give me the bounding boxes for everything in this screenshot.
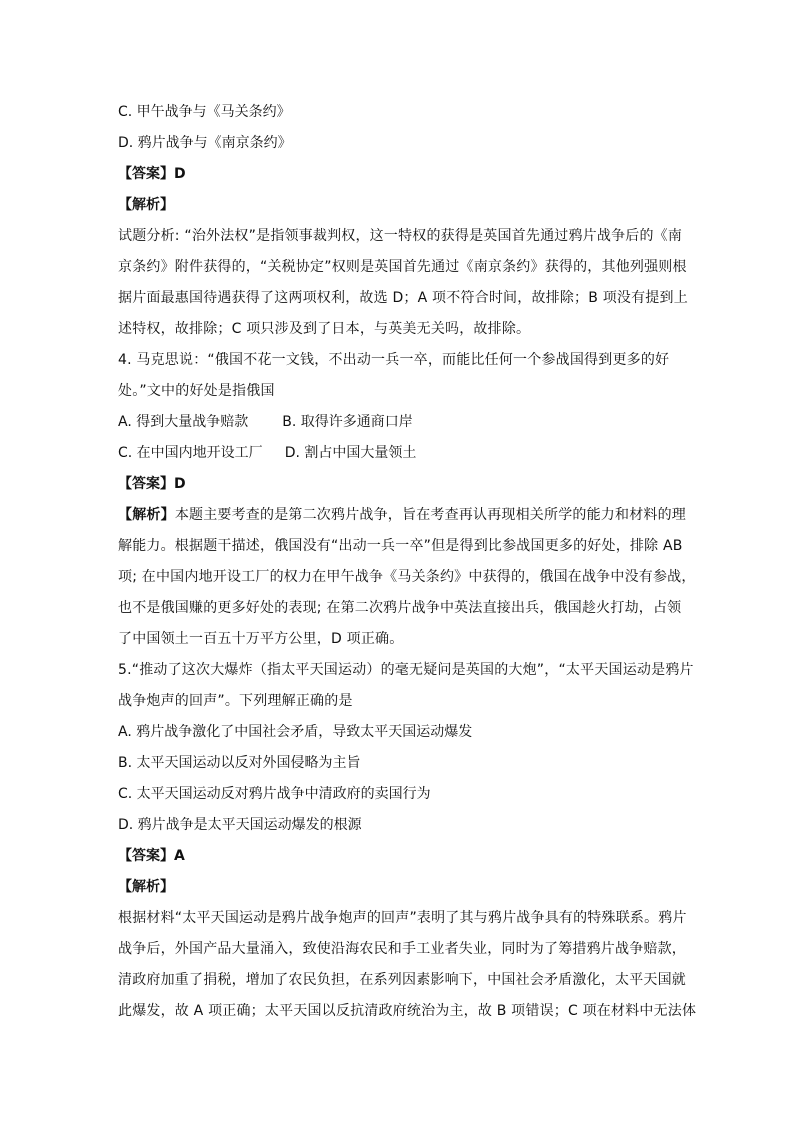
answer-label: 【答案】 bbox=[118, 476, 174, 492]
question-stem-line: 战争炮声的回声”。下列理解正确的是 bbox=[118, 693, 353, 709]
analysis-line bbox=[118, 500, 687, 531]
analysis-line: 清政府加重了捐税，增加了农民负担，在系列因素影响下，中国社会矛盾激化，太平天国就 bbox=[118, 972, 686, 988]
q5-stem bbox=[118, 655, 694, 717]
q3-analysis-label bbox=[118, 190, 678, 221]
analysis-line: 项; 在中国内地开设工厂的权力在甲午战争《马关条约》中获得的，俄国在战争中没有参战， bbox=[118, 569, 696, 585]
answer-value: D bbox=[174, 476, 186, 492]
answer-value: A bbox=[174, 848, 185, 864]
analysis-line: 了中国领土一百五十万平方公里，D 项正确。 bbox=[118, 631, 404, 647]
q5-analysis bbox=[118, 903, 697, 1027]
q5-option-c: C. 太平天国运动反对鸦片战争中清政府的卖国行为 bbox=[118, 786, 431, 802]
q3-option-d: D. 鸦片战争与《南京条约》 bbox=[118, 135, 292, 151]
analysis-line: 根据材料“太平天国运动是鸦片战争炮声的回声”表明了其与鸦片战争具有的特殊联系。鸦片 bbox=[118, 910, 687, 926]
q5-option-d: D. 鸦片战争是太平天国运动爆发的根源 bbox=[118, 817, 362, 833]
q3-answer bbox=[118, 159, 678, 190]
q4-analysis bbox=[118, 500, 696, 655]
analysis-text: 本题主要考查的是第二次鸦片战争，旨在考查再认再现相关所学的能力和材料的理 bbox=[174, 507, 687, 523]
analysis-line: 战争后，外国产品大量涌入，致使沿海农民和手工业者失业，同时为了筹措鸦片战争赔款， bbox=[118, 941, 686, 957]
analysis-line: 述特权，故排除；C 项只涉及到了日本，与英美无关吗，故排除。 bbox=[118, 321, 531, 337]
q5-option-b: B. 太平天国运动以反对外国侵略为主旨 bbox=[118, 755, 361, 771]
q3-analysis bbox=[118, 221, 688, 345]
question-stem-line: 处。”文中的好处是指俄国 bbox=[118, 383, 275, 399]
answer-label: 【答案】 bbox=[118, 166, 174, 182]
q4-options-cd bbox=[118, 438, 678, 469]
q4-option-c: C. 在中国内地开设工厂 bbox=[118, 445, 263, 461]
answer-label: 【答案】 bbox=[118, 848, 174, 864]
analysis-label: 【解析】 bbox=[118, 879, 174, 895]
q5-answer bbox=[118, 841, 678, 872]
q4-stem bbox=[118, 345, 678, 407]
q3-option-c: C. 甲午战争与《马关条约》 bbox=[118, 104, 291, 120]
question-stem-line: 5.“推动了这次大爆炸（指太平天国运动）的毫无疑问是英国的大炮”，“太平天国运动是鸦片 bbox=[118, 662, 694, 678]
question-stem-line: 4. 马克思说：“俄国不花一文钱，不出动一兵一卒，而能比任何一个参战国得到更多的好 bbox=[118, 352, 670, 368]
analysis-line: 解能力。根据题干描述，俄国没有“出动一兵一卒”但是得到比参战国更多的好处，排除 AB bbox=[118, 538, 683, 554]
analysis-line: 据片面最惠国待遇获得了这两项权利，故选 D；A 项不符合时间，故排除；B 项没有提到上 bbox=[118, 290, 688, 306]
q4-options-ab bbox=[118, 407, 678, 438]
analysis-label: 【解析】 bbox=[118, 197, 174, 213]
q4-answer bbox=[118, 469, 678, 500]
analysis-line: 此爆发，故 A 项正确；太平天国以反抗清政府统治为主，故 B 项错误；C 项在材料中无法体 bbox=[118, 1003, 697, 1019]
answer-value: D bbox=[174, 166, 186, 182]
q4-option-a: A. 得到大量战争赔款 bbox=[118, 414, 249, 430]
document-page bbox=[118, 97, 697, 1027]
q5-analysis-label bbox=[118, 872, 678, 903]
analysis-label: 【解析】 bbox=[118, 507, 175, 523]
analysis-line: 也不是俄国赚的更多好处的表现; 在第二次鸦片战争中英法直接出兵，俄国趁火打劫，占领 bbox=[118, 600, 682, 616]
analysis-line: 试题分析: “治外法权”是指领事裁判权，这一特权的获得是英国首先通过鸦片战争后的《南 bbox=[118, 228, 683, 244]
q5-option-a: A. 鸦片战争激化了中国社会矛盾，导致太平天国运动爆发 bbox=[118, 724, 473, 740]
q4-option-d: D. 割占中国大量领土 bbox=[284, 445, 417, 461]
q4-option-b: B. 取得许多通商口岸 bbox=[282, 414, 413, 430]
analysis-line: 京条约》附件获得的，“关税协定”权则是英国首先通过《南京条约》获得的，其他列强则根 bbox=[118, 259, 687, 275]
